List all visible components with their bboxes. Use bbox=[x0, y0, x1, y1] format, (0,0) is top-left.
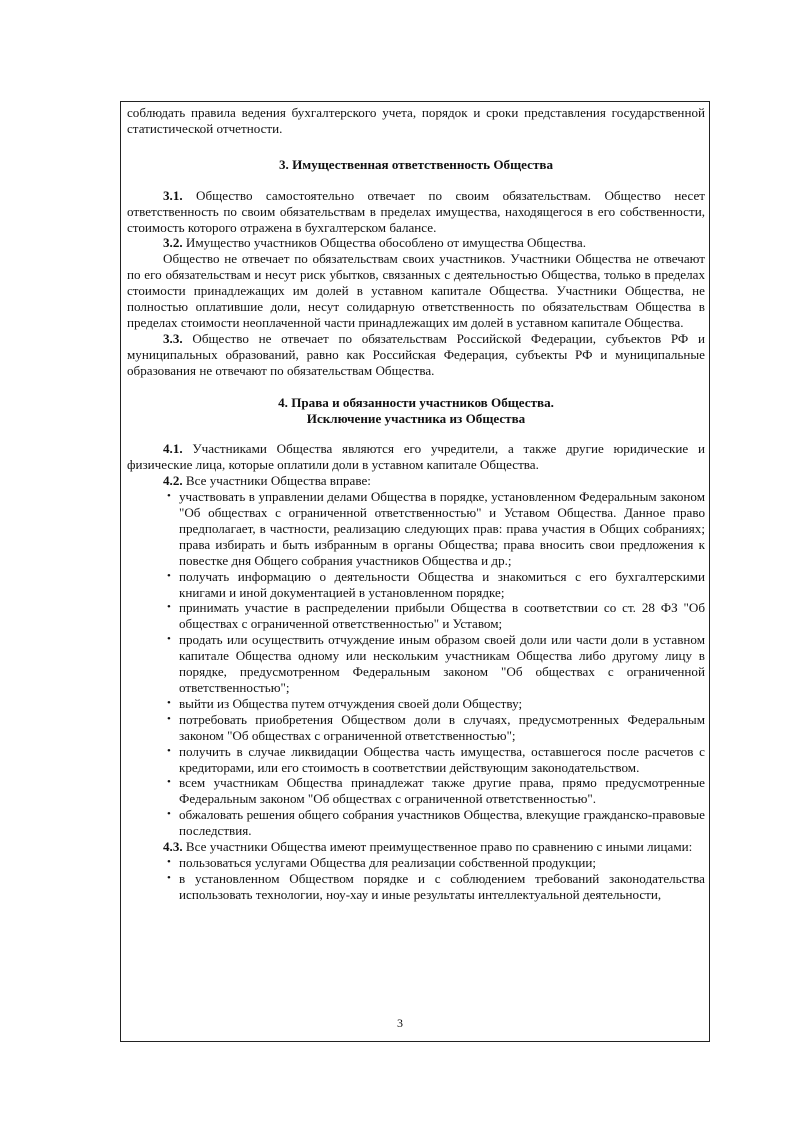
clause-text: Имущество участников Общества обособлено от имущества Общества. bbox=[182, 235, 587, 251]
clause-number: 3.2. bbox=[163, 235, 183, 251]
page-number: 3 bbox=[397, 1016, 403, 1030]
list-item bbox=[127, 600, 705, 632]
section-4-heading bbox=[127, 395, 705, 427]
list-item bbox=[127, 712, 705, 744]
list-item bbox=[127, 744, 705, 776]
bullet-icon: • bbox=[167, 569, 171, 582]
intro-paragraph: соблюдать правила ведения бухгалтерского учета, порядок и сроки представления государственной статистической отчетности. bbox=[127, 105, 705, 136]
bullet-icon: • bbox=[167, 633, 171, 646]
list-item bbox=[127, 775, 705, 807]
list-item bbox=[127, 807, 705, 839]
clause-text: Все участники Общества имеют преимущественное право по сравнению с иными лицами: bbox=[182, 839, 693, 855]
list-item bbox=[127, 696, 705, 712]
section-4-heading-line2: Исключение участника из Общества bbox=[306, 410, 526, 426]
clause-4-3 bbox=[127, 839, 705, 855]
document-body bbox=[127, 105, 705, 903]
list-item-text: в установленном Обществом порядке и с соблюдением требований законодательства использовать технологии, ноу-хау и иные результаты интеллектуальной деятельности, bbox=[179, 870, 705, 902]
section-4-heading-line1: 4. Права и обязанности участников Общества. bbox=[278, 394, 554, 410]
clause-text: Общество самостоятельно отвечает по своим обязательствам. Общество несет ответственность по своим обязательствам в пределах имущества, находящегося в его собственности, стоимость которого отражена в бухгалтерском балансе. bbox=[127, 187, 705, 235]
bullet-icon: • bbox=[167, 744, 171, 757]
list-item-text: принимать участие в распределении прибыли Общества в соответствии со ст. 28 ФЗ "Об обществах с ограниченной ответственностью" и Уставом; bbox=[179, 600, 705, 632]
bullet-icon: • bbox=[167, 808, 171, 821]
list-item-text: пользоваться услугами Общества для реализации собственной продукции; bbox=[179, 854, 596, 870]
list-item bbox=[127, 489, 705, 569]
clause-3-2-continued: Общество не отвечает по обязательствам своих участников. Участники Общества не отвечают по его обязательствам и несут риск убытков, связанных с деятельностью Общества, только в пределах стоимости принадлежащих им долей в уставном капитале Общества. Участники Общества, не полностью оплатившие доли, несут солидарную ответственность по обязательствам Общества в пределах стоимости неоплаченной части принадлежащих им долей в уставном капитале Общества. bbox=[127, 251, 705, 330]
bullet-icon: • bbox=[167, 696, 171, 709]
list-item-text: участвовать в управлении делами Общества в порядке, установленном Федеральным законом "Об обществах с ограниченной ответственностью" и Уставом Общества. Данное право предполагает, в частности, реализацию следующих прав: права участия в Общих собраниях; права избирать и быть избранным в органы Общества; права вносить свои предложения к повестке дня Общего собрания участников Общества и др.; bbox=[179, 489, 705, 568]
clause-text: Участниками Общества являются его учредители, а также другие юридические и физические лица, которые оплатили доли в уставном капитале Общества. bbox=[127, 441, 705, 473]
bullet-icon: • bbox=[167, 490, 171, 503]
list-item bbox=[127, 632, 705, 696]
clause-text: Общество не отвечает по обязательствам Российской Федерации, субъектов РФ и муниципальных образований, равно как Российская Федерация, субъекты РФ и муниципальные образования не отвечают по обязательствам Общества. bbox=[127, 330, 705, 378]
clause-3-3 bbox=[127, 331, 705, 379]
clause-text: Все участники Общества вправе: bbox=[182, 473, 371, 489]
bullet-icon: • bbox=[167, 601, 171, 614]
preferential-rights-list bbox=[127, 855, 705, 903]
list-item-text: всем участникам Общества принадлежат также другие права, прямо предусмотренные Федеральным законом "Об обществах с ограниченной ответственностью". bbox=[179, 775, 705, 807]
list-item-text: получить в случае ликвидации Общества часть имущества, оставшегося после расчетов с кредиторами, или его стоимость в соответствии действующим законодательством. bbox=[179, 743, 705, 775]
list-item-text: продать или осуществить отчуждение иным образом своей доли или части доли в уставном капитале Общества одному или нескольким участникам Общества либо другому лицу в порядке, предусмотренном Федеральным законом "Об обществах с ограниченной ответственностью"; bbox=[179, 632, 705, 695]
list-item-text: потребовать приобретения Обществом доли в случаях, предусмотренных Федеральным законом "Об обществах с ограниченной ответственностью"; bbox=[179, 711, 705, 743]
clause-number: 4.3. bbox=[163, 839, 183, 855]
clause-4-1 bbox=[127, 441, 705, 473]
list-item-text: обжаловать решения общего собрания участников Общества, влекущие гражданско-правовые последствия. bbox=[179, 807, 705, 839]
clause-number: 4.1. bbox=[163, 441, 183, 457]
section-3-heading: 3. Имущественная ответственность Общества bbox=[279, 156, 553, 172]
clause-4-2 bbox=[127, 473, 705, 489]
list-item bbox=[127, 855, 705, 871]
rights-list bbox=[127, 489, 705, 839]
list-item-text: выйти из Общества путем отчуждения своей доли Обществу; bbox=[179, 695, 523, 711]
clause-number: 4.2. bbox=[163, 473, 183, 489]
list-item bbox=[127, 569, 705, 601]
clause-number: 3.3. bbox=[163, 330, 183, 346]
list-item-text: получать информацию о деятельности Общества и знакомиться с его бухгалтерскими книгами и иной документацией в установленном порядке; bbox=[179, 568, 705, 600]
bullet-icon: • bbox=[167, 712, 171, 725]
list-item bbox=[127, 871, 705, 903]
bullet-icon: • bbox=[167, 855, 171, 868]
clause-3-2 bbox=[127, 235, 705, 251]
bullet-icon: • bbox=[167, 871, 171, 884]
clause-number: 3.1. bbox=[163, 187, 183, 203]
clause-3-1 bbox=[127, 188, 705, 236]
bullet-icon: • bbox=[167, 776, 171, 789]
